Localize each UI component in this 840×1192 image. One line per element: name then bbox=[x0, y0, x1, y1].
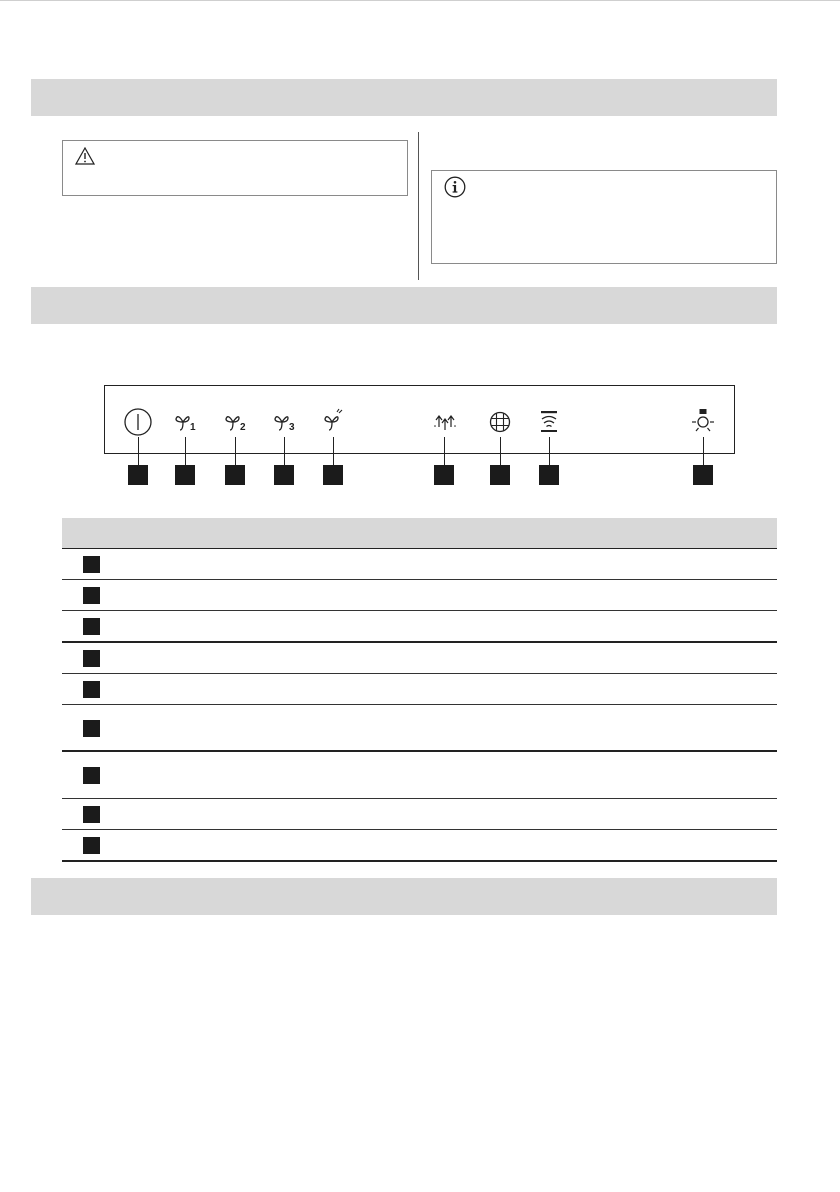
row-marker bbox=[83, 720, 100, 737]
row-marker bbox=[83, 767, 100, 784]
callout-marker bbox=[225, 465, 245, 485]
leader-line bbox=[333, 437, 334, 465]
fan-speed-label: 2 bbox=[240, 422, 246, 433]
section-header-bar bbox=[31, 878, 777, 915]
table-row bbox=[62, 705, 777, 752]
row-marker bbox=[83, 587, 100, 604]
section-header-bar bbox=[31, 287, 777, 324]
leader-line bbox=[235, 437, 236, 465]
table-row bbox=[62, 643, 777, 674]
callout-marker bbox=[490, 465, 510, 485]
power-icon bbox=[123, 407, 153, 437]
table-row bbox=[62, 549, 777, 580]
row-marker bbox=[83, 681, 100, 698]
table-row bbox=[62, 799, 777, 830]
light-icon bbox=[688, 407, 718, 437]
table-row bbox=[62, 611, 777, 643]
row-marker bbox=[83, 618, 100, 635]
info-box bbox=[431, 170, 777, 264]
row-marker bbox=[83, 556, 100, 573]
table-row bbox=[62, 752, 777, 799]
fan-boost-icon bbox=[318, 407, 348, 437]
table-row bbox=[62, 830, 777, 862]
callout-marker bbox=[175, 465, 195, 485]
callout-marker bbox=[323, 465, 343, 485]
fan-speed-label: 3 bbox=[289, 422, 295, 433]
callout-marker bbox=[693, 465, 713, 485]
fan-speed-1-icon bbox=[171, 407, 201, 437]
fan-speed-3-icon bbox=[270, 407, 300, 437]
leader-line bbox=[284, 437, 285, 465]
table-header bbox=[62, 518, 777, 549]
row-marker bbox=[83, 837, 100, 854]
section-header-bar bbox=[31, 79, 777, 116]
callout-marker bbox=[128, 465, 148, 485]
page-top-rule bbox=[0, 0, 840, 1]
info-circle-icon bbox=[444, 176, 466, 198]
callout-marker bbox=[434, 465, 454, 485]
callout-marker bbox=[539, 465, 559, 485]
auto-extraction-icon bbox=[430, 407, 460, 437]
leader-line bbox=[549, 437, 550, 465]
warning-triangle-icon bbox=[75, 147, 95, 165]
leader-line bbox=[185, 437, 186, 465]
table-row bbox=[62, 580, 777, 611]
row-marker bbox=[83, 650, 100, 667]
grease-filter-icon bbox=[485, 407, 515, 437]
warning-box bbox=[62, 140, 408, 196]
row-marker bbox=[83, 806, 100, 823]
leader-line bbox=[444, 437, 445, 465]
column-divider bbox=[418, 132, 419, 280]
fan-speed-2-icon bbox=[221, 407, 251, 437]
hob-connection-icon bbox=[534, 407, 564, 437]
table-row bbox=[62, 674, 777, 705]
fan-speed-label: 1 bbox=[190, 422, 196, 433]
leader-line bbox=[703, 437, 704, 465]
callout-marker bbox=[274, 465, 294, 485]
leader-line bbox=[138, 437, 139, 465]
leader-line bbox=[500, 437, 501, 465]
